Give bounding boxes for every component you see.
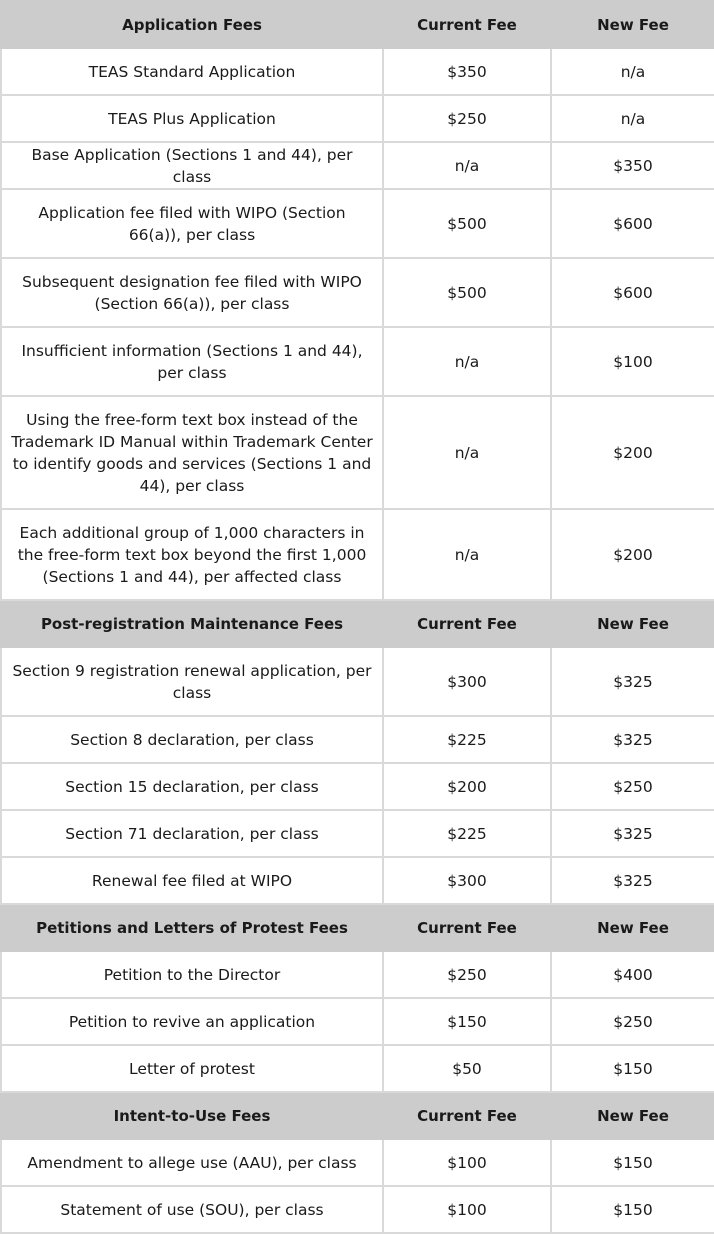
fee-item: Section 8 declaration, per class: [1, 716, 383, 763]
current-fee-value: $50: [383, 1045, 551, 1092]
section-title: Petitions and Letters of Protest Fees: [1, 904, 383, 951]
current-fee-value: $225: [383, 810, 551, 857]
table-row: [1, 1139, 714, 1186]
fee-item: Subsequent designation fee filed with WIPO (Section 66(a)), per class: [1, 258, 383, 327]
fee-item: Section 9 registration renewal application, per class: [1, 647, 383, 716]
fee-item: Petition to revive an application: [1, 998, 383, 1045]
current-fee-value: $250: [383, 95, 551, 142]
new-fee-value: $350: [551, 142, 714, 189]
fee-item: Amendment to allege use (AAU), per class: [1, 1139, 383, 1186]
section-title: Application Fees: [1, 1, 383, 48]
new-fee-header: New Fee: [551, 904, 714, 951]
table-row: [1, 1186, 714, 1233]
current-fee-value: $300: [383, 647, 551, 716]
current-fee-value: $150: [383, 998, 551, 1045]
table-row: [1, 327, 714, 396]
section-header-row: [1, 600, 714, 647]
table-row: [1, 951, 714, 998]
fee-item: Section 71 declaration, per class: [1, 810, 383, 857]
fee-item: Letter of protest: [1, 1045, 383, 1092]
new-fee-value: $400: [551, 951, 714, 998]
current-fee-value: n/a: [383, 396, 551, 509]
new-fee-value: n/a: [551, 48, 714, 95]
new-fee-value: $325: [551, 810, 714, 857]
new-fee-value: $600: [551, 189, 714, 258]
section-title: Post-registration Maintenance Fees: [1, 600, 383, 647]
new-fee-value: $150: [551, 1045, 714, 1092]
current-fee-header: Current Fee: [383, 1092, 551, 1139]
table-row: [1, 189, 714, 258]
fee-item: Petition to the Director: [1, 951, 383, 998]
new-fee-value: $200: [551, 396, 714, 509]
table-row: [1, 716, 714, 763]
table-row: [1, 509, 714, 600]
new-fee-value: $325: [551, 857, 714, 904]
new-fee-header: New Fee: [551, 1092, 714, 1139]
fee-item: Each additional group of 1,000 characters in the free-form text box beyond the first 1,000 (Sections 1 and 44), per affected class: [1, 509, 383, 600]
current-fee-value: $300: [383, 857, 551, 904]
new-fee-header: New Fee: [551, 1, 714, 48]
table-row: [1, 1045, 714, 1092]
table-row: [1, 142, 714, 189]
current-fee-value: $500: [383, 258, 551, 327]
new-fee-value: $200: [551, 509, 714, 600]
new-fee-value: $150: [551, 1186, 714, 1233]
fee-item: TEAS Plus Application: [1, 95, 383, 142]
table-row: [1, 998, 714, 1045]
section-header-row: [1, 1092, 714, 1139]
current-fee-value: $100: [383, 1139, 551, 1186]
fee-item: Base Application (Sections 1 and 44), per class: [1, 142, 383, 189]
current-fee-value: $500: [383, 189, 551, 258]
table-row: [1, 396, 714, 509]
fee-table-body: [1, 1, 714, 1233]
section-header-row: [1, 904, 714, 951]
current-fee-value: $350: [383, 48, 551, 95]
new-fee-value: $100: [551, 327, 714, 396]
section-header-row: [1, 1, 714, 48]
fee-item: Insufficient information (Sections 1 and 44), per class: [1, 327, 383, 396]
section-title: Intent-to-Use Fees: [1, 1092, 383, 1139]
fee-item: TEAS Standard Application: [1, 48, 383, 95]
fee-item: Statement of use (SOU), per class: [1, 1186, 383, 1233]
table-row: [1, 810, 714, 857]
new-fee-header: New Fee: [551, 600, 714, 647]
current-fee-value: n/a: [383, 327, 551, 396]
new-fee-value: $250: [551, 998, 714, 1045]
new-fee-value: $325: [551, 647, 714, 716]
fee-item: Using the free-form text box instead of the Trademark ID Manual within Trademark Center to identify goods and services (Sections 1 and 44), per class: [1, 396, 383, 509]
current-fee-value: $100: [383, 1186, 551, 1233]
table-row: [1, 95, 714, 142]
table-row: [1, 48, 714, 95]
current-fee-value: $250: [383, 951, 551, 998]
new-fee-value: $600: [551, 258, 714, 327]
fee-item: Section 15 declaration, per class: [1, 763, 383, 810]
current-fee-value: $225: [383, 716, 551, 763]
current-fee-header: Current Fee: [383, 1, 551, 48]
table-row: [1, 258, 714, 327]
table-row: [1, 763, 714, 810]
new-fee-value: $250: [551, 763, 714, 810]
new-fee-value: n/a: [551, 95, 714, 142]
current-fee-header: Current Fee: [383, 600, 551, 647]
current-fee-header: Current Fee: [383, 904, 551, 951]
table-row: [1, 647, 714, 716]
fee-item: Renewal fee filed at WIPO: [1, 857, 383, 904]
new-fee-value: $325: [551, 716, 714, 763]
current-fee-value: $200: [383, 763, 551, 810]
fee-item: Application fee filed with WIPO (Section 66(a)), per class: [1, 189, 383, 258]
current-fee-value: n/a: [383, 142, 551, 189]
table-row: [1, 857, 714, 904]
new-fee-value: $150: [551, 1139, 714, 1186]
current-fee-value: n/a: [383, 509, 551, 600]
